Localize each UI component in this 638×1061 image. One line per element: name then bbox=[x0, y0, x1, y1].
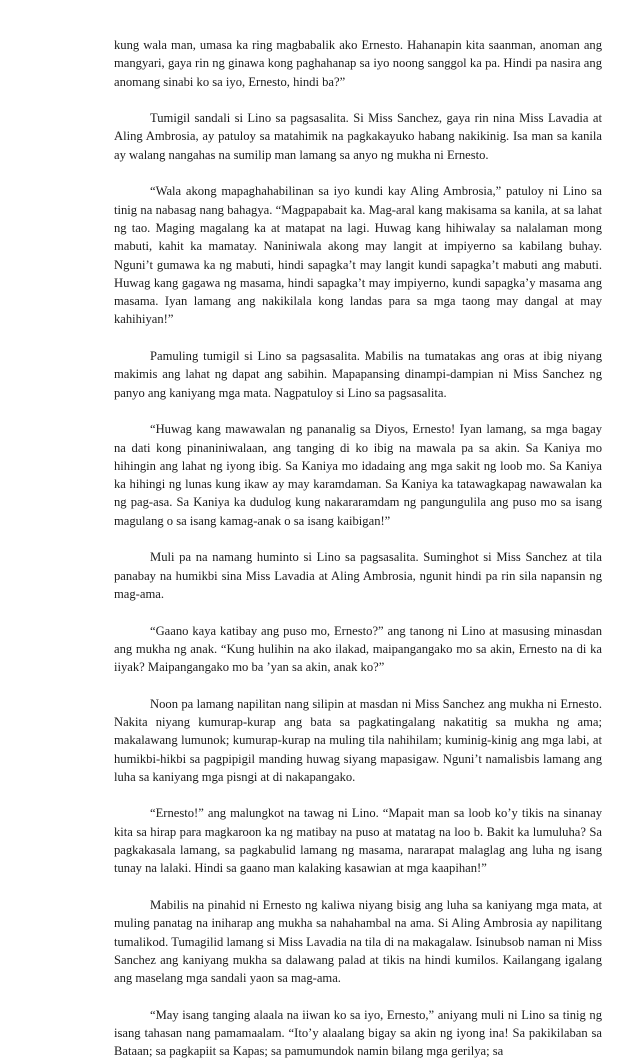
paragraph-4: Pamuling tumigil si Lino sa pagsasalita. Mabilis na tumatakas ang oras at ibig niyang makimis ang lahat ng dapat ang sabihin. Mapapansing dinampi-dampian ni Miss Sanchez ng panyo ang kaniyang mga mata. Nagpatuloy si Lino sa pagsasalita. bbox=[114, 349, 602, 400]
paragraph-3: “Wala akong mapaghahabilinan sa iyo kundi kay Aling Ambrosia,” patuloy ni Lino sa tinig na nabasag nang bahagya. “Magpapabait ka. Mag-aral kang makisama sa kanila, at sa lahat ng tao. Maging magalang ka at matapat na lagi. Huwag kang hihiwalay sa nalalaman mong mabuti, kahit ka mamatay. Naniniwala akong may langit at impiyerno sa kabilang buhay. Nguni’t gumawa ka ng mabuti, hindi sapagka’t may langit kundi sapagka’t mabuti ang mabuti. Huwag kang gagawa ng masama, hindi sapagka’t may impiyerno, kundi sapagka’y masama ang masama. Iyan lamang ang nakikilala kong landas para sa mga taong may dangal at may kahihiyan!” bbox=[114, 184, 602, 327]
paragraph-6: Muli pa na namang huminto si Lino sa pagsasalita. Suminghot si Miss Sanchez at tila panabay na humikbi sina Miss Lavadia at Aling Ambrosia, ngunit hindi pa rin sila napansin ng mag-ama. bbox=[114, 550, 602, 601]
paragraph-5: “Huwag kang mawawalan ng pananalig sa Diyos, Ernesto! Iyan lamang, sa mga bagay na dati kong pinaniniwalaan, ang tanging di ko ibig na mawala pa sa akin. Sa Kaniya mo hihingin ang lahat ng iyong ibig. Sa Kaniya mo idadaing ang mga sakit ng loob mo. Sa Kaniya ka hihingi ng lunas kung ikaw ay may karamdaman. Sa Kaniya ka tatawagkapag nawawalan ka ng pag-asa. Sa Kaniya ka dudulog kung nakararamdam ng pangungulila ang puso mo sa isang magulang o sa isang kamag-anak o sa isang kaibigan!” bbox=[114, 422, 602, 528]
paragraph-1: kung wala man, umasa ka ring magbabalik ako Ernesto. Hahanapin kita saanman, anoman ang mangyari, gaya rin ng ginawa kong paghahanap sa iyo noong sanggol ka pa. Hindi pa nasira ang anomang sinabi ko sa iyo, Ernesto, hindi ba?” bbox=[114, 38, 602, 89]
document-page bbox=[114, 0, 602, 1061]
paragraph-2: Tumigil sandali si Lino sa pagsasalita. Si Miss Sanchez, gaya rin nina Miss Lavadia at Aling Ambrosia, ay patuloy sa matahimik na pagkakayuko habang nakikinig. Isa man sa kanila ay walang nangahas na sumilip man lamang sa anyo ng mukha ni Ernesto. bbox=[114, 111, 602, 162]
paragraph-7: “Gaano kaya katibay ang puso mo, Ernesto?” ang tanong ni Lino at masusing minasdan ang mukha ng anak. “Kung hulihin na ako ilakad, maipangangako mo sa akin, Ernesto na di ka iiyak? Maipangangako mo ba ’yan sa akin, anak ko?” bbox=[114, 623, 602, 675]
paragraph-10: Mabilis na pinahid ni Ernesto ng kaliwa niyang bisig ang luha sa kaniyang mga mata, at muling panatag na iniharap ang mukha sa nahahambal na ama. Si Aling Ambrosia ay napilitang tumalikod. Tumagilid lamang si Miss Lavadia na tila di na makagalaw. Isinubsob naman ni Miss Sanchez ang kaniyang mukha sa dalawang palad at tikis na hindi kumilos. Kailangang igalang ang maselang mga sandali yaon sa mag-ama. bbox=[114, 897, 602, 986]
paragraph-9: “Ernesto!” ang malungkot na tawag ni Lino. “Mapait man sa loob ko’y tikis na sinanay kita sa hirap para magkaroon ka ng matibay na puso at matatag na loo b. Bakit ka lumuluha? Sa pagkakasala lamang, sa pagkabulid lamang ng masama, nararapat malaglag ang luha ng isang tunay na lalaki. Hindi sa gaano man kalaking kasawian at mga kaapihan!” bbox=[114, 806, 602, 876]
paragraph-11: “May isang tanging alaala na iiwan ko sa iyo, Ernesto,” aniyang muli ni Lino sa tinig ng isang tahasan nang pamamaalam. “Ito’y alaalang bigay sa akin ng iyong ina! Sa pakikilaban sa Bataan; sa pagkapiit sa Kapas; sa pamumundok namin bilang mga gerilya; sa bbox=[114, 1007, 602, 1059]
paragraph-8: Noon pa lamang napilitan nang silipin at masdan ni Miss Sanchez ang mukha ni Ernesto. Nakita niyang kumurap-kurap ang bata sa pagkatingalang nakatitig sa mukha ng ama; makalawang lumunok; kumurap-kurap na muling tila nahihilam; kuminig-kinig ang mga labi, at humikbi-hikbi sa pagpipigil manding huwag siyang mapasigaw. Nguni’t namalisbis lamang ang luha sa kaniyang mga pisngi at di nakapangako. bbox=[114, 696, 602, 784]
